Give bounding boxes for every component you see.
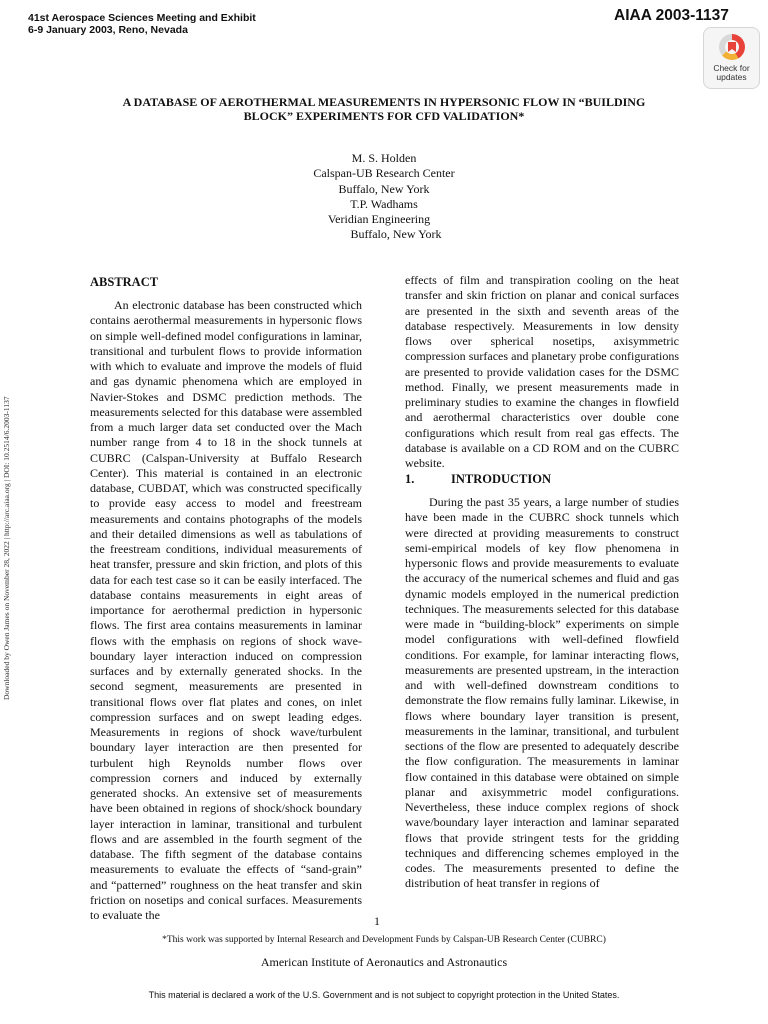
- title-line-2: BLOCK” EXPERIMENTS FOR CFD VALIDATION*: [243, 109, 525, 123]
- author-name: M. S. Holden: [351, 151, 417, 165]
- introduction-paragraph: During the past 35 years, a large number of studies have been made in the CUBRC shock tunnels which were directed at providing measurements to construct semi-empirical models of key flow phenomena in hypersonic flows and provide measurements to evaluate the accuracy of the numerical schemes and fluid and gas dynamic models employed in the numerical prediction techniques. The measurements selected for this database were made in “building-block” experiments on simple model configurations with well-defined flowfield conditions. For example, for laminar interacting flows, measurements are presented upstream, in the interaction and with well-defined downstream conditions to demonstrate the flow remains fully laminar. Likewise, in flows where boundary layer transition is present, measurements in the laminar, transitional, and turbulent sections of the flow are presented to adequately describe the flow configuration. The measurements in laminar flow contained in this database were obtained on simple planar and axisymmetric model configurations. Nevertheless, these induce complex regions of shock wave/boundary layer interaction and laminar separated flows that provide stringent tests for the gridding techniques and differencing schemes employed in the codes. The measurements presented to define the distribution of heat transfer in regions of: [405, 495, 679, 891]
- abstract-continuation: [405, 273, 679, 471]
- badge-label-line2: updates: [716, 72, 747, 82]
- badge-label-line1: Check for: [713, 63, 750, 73]
- abstract-paragraph-continued: effects of film and transpiration cooling on the heat transfer and skin friction on planar and conical surfaces are presented in the sixth and seventh areas of the database respectively. Measurements in low density flows over spherical nosetips, axisymmetric compression surfaces and planetary probe configurations are presented to provide validation cases for the DSMC method. Finally, we present measurements made in preliminary studies to examine the changes in flowfield and aerothermal characteristics over double cone configurations which result from real gas effects. The database is available on a CD ROM and on the CUBRC website.: [405, 273, 679, 470]
- funding-footnote: *This work was supported by Internal Research and Development Funds by Calspan-UB Research Center (CUBRC): [162, 935, 606, 945]
- paper-title: [100, 95, 668, 123]
- section-title: INTRODUCTION: [451, 472, 552, 486]
- conference-date-location: 6-9 January 2003, Reno, Nevada: [28, 24, 188, 36]
- abstract-paragraph: An electronic database has been constructed which contains aerothermal measurements in hypersonic flows on simple well-defined model configurations in laminar, transitional and turbulent flows to provide information with which to evaluate and improve the models of fluid and gas dynamic phenomena which are employed in Navier-Stokes and DSMC prediction methods. The measurements selected for this database were assembled from a much larger data set conducted over the Mach number range from 4 to 18 in the shock tunnels at CUBRC (Calspan-University at Buffalo Research Center). This material is contained in an electronic database, CUBDAT, which was constructed specifically to provide easy access to model and freestream measurements and contains photographs of the models and their detailed dimensions as well as tabulations of the freestream conditions, individual measurements of heat transfer, pressure and skin friction, and plots of this data for each test case so it can be easily interfaced. The database contains measurements in eight areas of importance for aerothermal prediction in hypersonic flows. The first area contains measurements in laminar flows with the emphasis on regions of shock wave-boundary layer interaction induced on compression surfaces and by externally generated shocks. In the second segment, measurements are presented in transitional flows over flat plates and cones, on inlet compression surfaces and on swept leading edges. Measurements in regions of shock wave/turbulent boundary layer interaction are then presented for turbulent high Reynolds number flows over compression corners and induced by externally generated shocks. An extensive set of measurements have been obtained in regions of shock/shock boundary layer interaction in laminar, transitional and turbulent flows and are assembled in the fourth segment of the database. The fifth segment of the database contains measurements to evaluate the effects of “sand-grain” and “patterned” roughness on the heat transfer and skin friction on nosetips and conical surfaces. Measurements to evaluate the: [90, 298, 362, 922]
- author-block: [234, 151, 534, 243]
- abstract-body: [90, 298, 362, 923]
- download-watermark-text: Downloaded by Owen James on November 28, 2022 | http://arc.aiaa.org | DOI: 10.2514/6.2003-1137: [2, 396, 11, 700]
- abstract-heading: ABSTRACT: [90, 275, 159, 289]
- author-location: Buffalo, New York: [350, 227, 442, 242]
- conference-info: [28, 12, 256, 36]
- copyright-notice: This material is declared a work of the U.S. Government and is not subject to copyright protection in the United States.: [148, 990, 620, 1000]
- section-number: 1.: [405, 472, 415, 486]
- publisher-name: American Institute of Aeronautics and Astronautics: [260, 955, 508, 969]
- badge-label: [704, 64, 759, 82]
- introduction-heading: [405, 472, 551, 487]
- conference-name: 41st Aerospace Sciences Meeting and Exhibit: [28, 12, 256, 24]
- introduction-body: [405, 495, 679, 892]
- page-number: 1: [374, 914, 380, 928]
- check-for-updates-badge[interactable]: [703, 27, 760, 89]
- author-affiliation: Calspan-UB Research Center: [313, 166, 455, 181]
- author-affiliation: Veridian Engineering: [327, 212, 431, 227]
- author-name: T.P. Wadhams: [350, 196, 418, 211]
- title-line-1: A DATABASE OF AEROTHERMAL MEASUREMENTS IN HYPERSONIC FLOW IN “BUILDING: [122, 95, 646, 109]
- paper-id: AIAA 2003-1137: [614, 7, 729, 24]
- author-location: Buffalo, New York: [338, 181, 430, 196]
